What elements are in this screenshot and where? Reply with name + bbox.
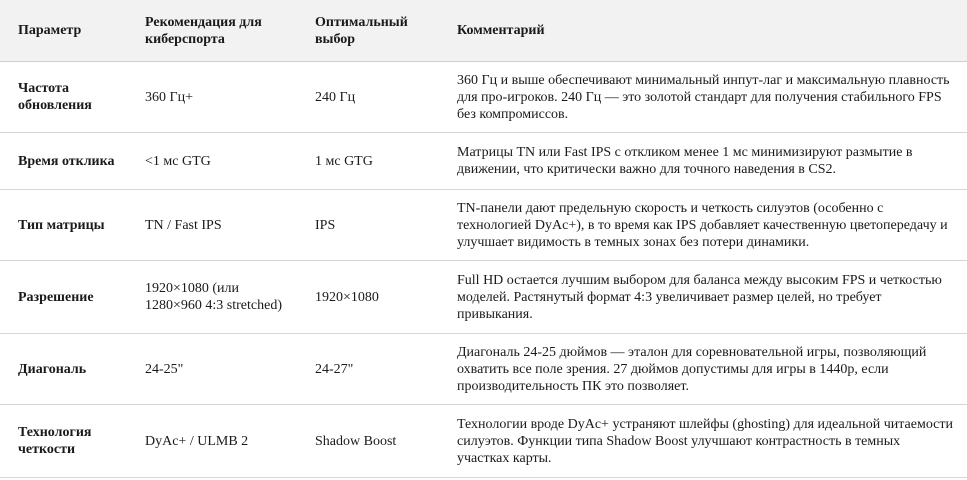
table-row bbox=[0, 190, 967, 261]
cell-comment: Матрицы TN или Fast IPS с откликом менее 1 мс минимизируют размытие в движении, что критически важно для точного наведения в CS2. bbox=[438, 133, 967, 190]
cell-param: Тип матрицы bbox=[0, 190, 126, 261]
cell-recommendation: DyAc+ / ULMB 2 bbox=[126, 405, 297, 478]
cell-comment: Диагональ 24-25 дюймов — эталон для соревновательной игры, позволяющий охватить все поле зрения. 27 дюймов допустимы для игры в 1440p, если производительность ПК это позволяет. bbox=[438, 334, 967, 405]
cell-param: Технология четкости bbox=[0, 405, 126, 478]
cell-recommendation: 24-25" bbox=[126, 334, 297, 405]
header-optimal: Оптимальный выбор bbox=[297, 0, 438, 62]
cell-recommendation: <1 мс GTG bbox=[126, 133, 297, 190]
cell-recommendation: TN / Fast IPS bbox=[126, 190, 297, 261]
cell-optimal: Shadow Boost bbox=[297, 405, 438, 478]
table-body bbox=[0, 62, 967, 478]
table-row bbox=[0, 133, 967, 190]
cell-param: Разрешение bbox=[0, 261, 126, 334]
cell-optimal: 24-27" bbox=[297, 334, 438, 405]
cell-comment: Full HD остается лучшим выбором для баланса между высоким FPS и четкостью моделей. Растянутый формат 4:3 увеличивает размер целей, но требует привыкания. bbox=[438, 261, 967, 334]
cell-recommendation: 360 Гц+ bbox=[126, 62, 297, 133]
cell-optimal: 1 мс GTG bbox=[297, 133, 438, 190]
cell-param: Диагональ bbox=[0, 334, 126, 405]
header-comment: Комментарий bbox=[438, 0, 967, 62]
cell-param: Время отклика bbox=[0, 133, 126, 190]
cell-comment: Технологии вроде DyAc+ устраняют шлейфы (ghosting) для идеальной читаемости силуэтов. Функции типа Shadow Boost улучшают контрастность в темных участках карты. bbox=[438, 405, 967, 478]
cell-comment: 360 Гц и выше обеспечивают минимальный инпут-лаг и максимальную плавность для про-игроков. 240 Гц — это золотой стандарт для получения стабильного FPS без компромиссов. bbox=[438, 62, 967, 133]
cell-optimal: 240 Гц bbox=[297, 62, 438, 133]
cell-recommendation: 1920×1080 (или 1280×960 4:3 stretched) bbox=[126, 261, 297, 334]
table-header bbox=[0, 0, 967, 62]
cell-param: Частота обновления bbox=[0, 62, 126, 133]
table-row bbox=[0, 405, 967, 478]
table-row bbox=[0, 62, 967, 133]
header-row bbox=[0, 0, 967, 62]
table-row bbox=[0, 334, 967, 405]
cell-comment: TN-панели дают предельную скорость и четкость силуэтов (особенно с технологией DyAc+), в то время как IPS добавляет качественную цветопередачу и улучшает видимость в темных зонах без потери динамики. bbox=[438, 190, 967, 261]
header-param: Параметр bbox=[0, 0, 126, 62]
table-row bbox=[0, 261, 967, 334]
cell-optimal: 1920×1080 bbox=[297, 261, 438, 334]
cell-optimal: IPS bbox=[297, 190, 438, 261]
header-recommendation: Рекомендация для киберспорта bbox=[126, 0, 297, 62]
